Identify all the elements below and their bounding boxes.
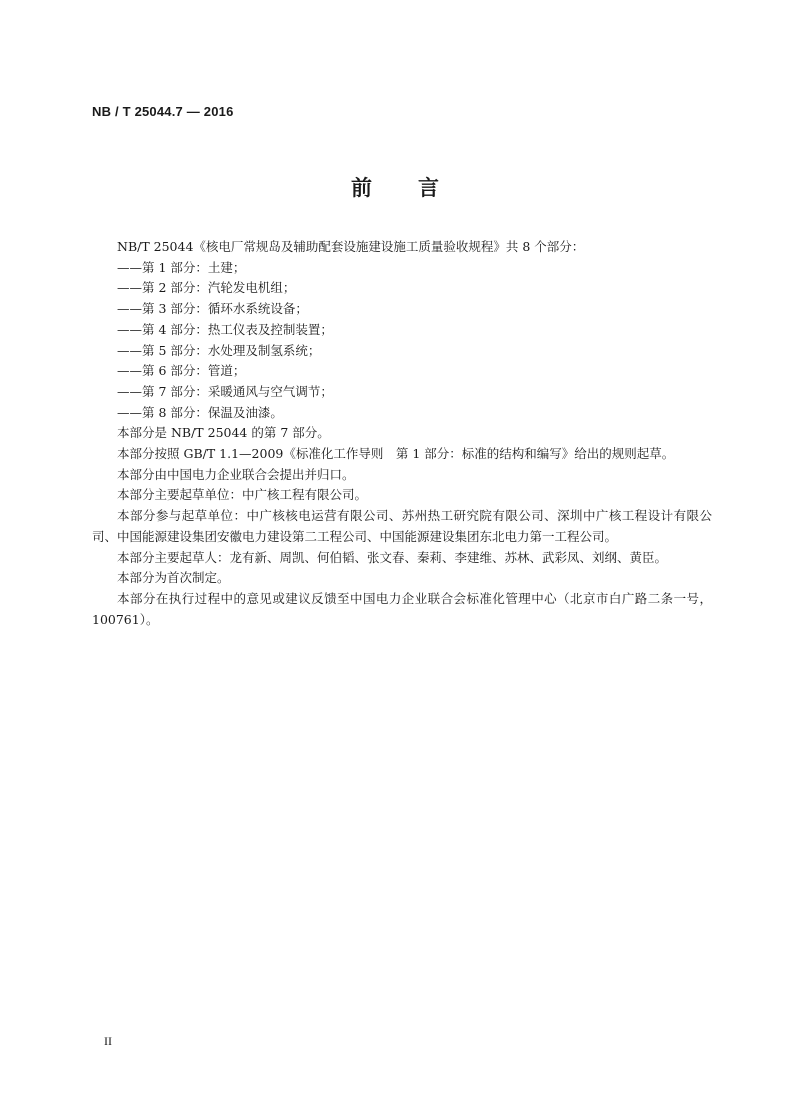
page-title	[0, 172, 792, 202]
part-list-item: ——第 3 部分：循环水系统设备；	[117, 301, 308, 317]
part-list-item: ——第 8 部分：保温及油漆。	[117, 404, 283, 420]
first-edition-note: 本部分为首次制定。	[117, 570, 230, 586]
document-code: NB / T 25044.7 — 2016	[92, 104, 234, 119]
title-char-1: 前	[351, 176, 374, 200]
participating-units: 本部分参与起草单位：中广核核电运营有限公司、苏州热工研究院有限公司、深圳中广核工程设计有限公司、中国能源建设集团安徽电力建设第二工程公司、中国能源建设集团东北电力第一工程公司。	[92, 508, 712, 544]
part-list-item: ——第 7 部分：采暖通风与空气调节；	[117, 383, 333, 399]
proposer-statement: 本部分由中国电力企业联合会提出并归口。	[117, 466, 355, 482]
preface-body	[92, 237, 712, 630]
part-list-item: ——第 5 部分：水处理及制氢系统；	[117, 342, 321, 358]
page-number: II	[104, 1034, 112, 1048]
main-drafters: 本部分主要起草人：龙有新、周凯、何伯韬、张文春、秦莉、李建维、苏林、武彩凤、刘纲、黄臣。	[117, 549, 668, 565]
drafting-rules: 本部分按照 GB/T 1.1—2009《标准化工作导则 第 1 部分：标准的结构和编写》给出的规则起草。	[117, 446, 675, 462]
part-statement: 本部分是 NB/T 25044 的第 7 部分。	[117, 425, 330, 441]
part-list-item: ——第 1 部分：土建；	[117, 259, 246, 275]
title-char-2: 言	[418, 176, 441, 200]
feedback-note: 本部分在执行过程中的意见或建议反馈至中国电力企业联合会标准化管理中心（北京市白广路二条一号，100761）。	[92, 590, 712, 627]
part-list-item: ——第 6 部分：管道；	[117, 363, 246, 379]
main-drafting-unit: 本部分主要起草单位：中广核工程有限公司。	[117, 487, 368, 503]
intro-paragraph: NB/T 25044《核电厂常规岛及辅助配套设施建设施工质量验收规程》共 8 个部分：	[117, 239, 585, 254]
part-list-item: ——第 2 部分：汽轮发电机组；	[117, 280, 296, 296]
part-list-item: ——第 4 部分：热工仪表及控制装置；	[117, 321, 333, 337]
